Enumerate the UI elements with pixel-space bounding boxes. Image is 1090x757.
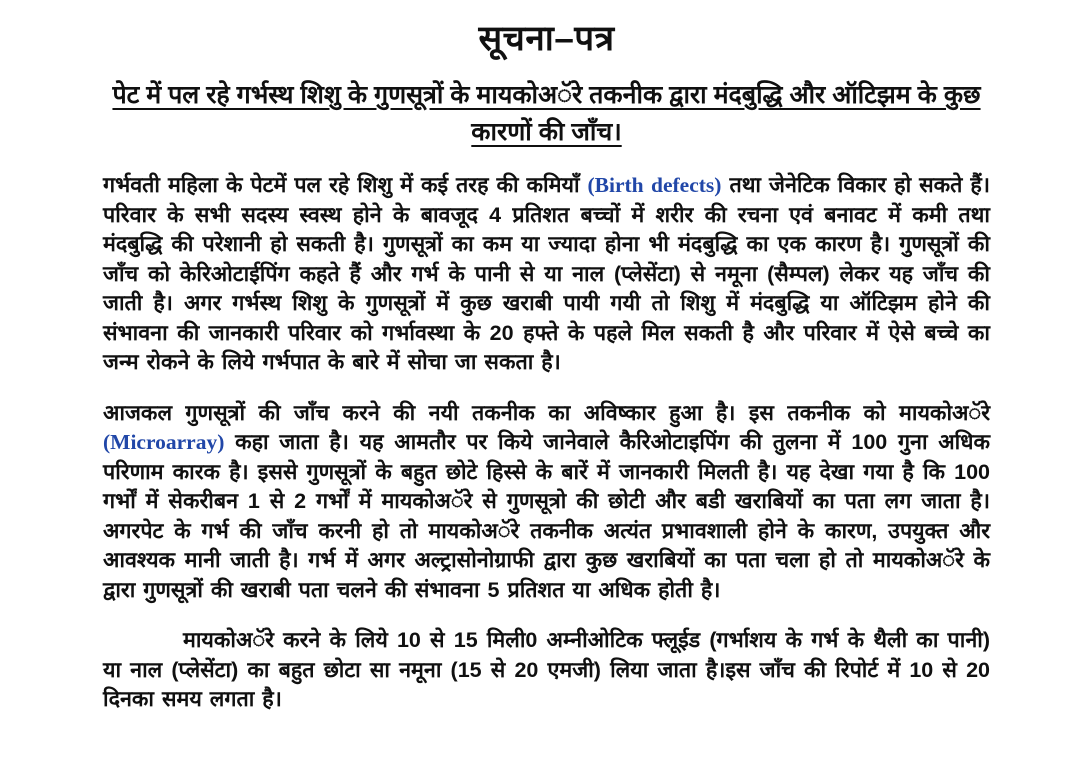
document-subtitle-text: पेट में पल रहे गर्भस्थ शिशु के गुणसूत्रों के मायकोअॅरे तकनीक द्वारा मंदबुद्धि और ऑटिझम के कुछ कारणों की जाँच। — [112, 81, 981, 146]
paragraph-2-text-after: कहा जाता है। यह आमतौर पर किये जानेवाले कैरिओटाइपिंग की तुलना में 100 गुना अधिक परिणाम कारक है। इससे गुणसूत्रों के बहुत छोटे हिस्से के बारें में जानकारी मिलती है। यह देखा गया है कि 100 गर्भों में सेकरीबन 1 से 2 गर्भों में मायकोअॅरे से गुणसूत्रो की छोटी और बडी खराबियों का पता लग जाता है। अगरपेट के गर्भ की जाँच करनी हो तो मायकोअॅरे तकनीक अत्यंत प्रभावशाली होने के कारण, उपयुक्त और आवश्यक मानी जाती है। गर्भ में अगर अल्ट्रासोनोग्राफी द्वारा कुछ खराबियों का पता चला हो तो मायकोअॅरे के द्वारा गुणसूत्रों की खराबी पता चलने की संभावना 5 प्रतिशत या अधिक होती है। — [103, 430, 990, 602]
paragraph-birth-defects — [103, 171, 990, 378]
page-title: सूचना–पत्र — [478, 19, 615, 58]
document-subtitle — [103, 77, 990, 151]
birth-defects-term: (Birth defects) — [587, 173, 722, 197]
paragraph-microarray — [103, 399, 990, 606]
paragraph-procedure: मायकोअॅरे करने के लिये 10 से 15 मिली0 अम्नीओटिक फ्लूईड (गर्भाशय के गर्भ के थैली का पानी) या नाल (प्लेसेंटा) का बहुत छोटा सा नमूना (15 से 20 एमजी) लिया जाता है।इस जाँच की रिपोर्ट में 10 से 20 दिनका समय लगता है। — [103, 628, 990, 711]
paragraph-1-text-before: गर्भवती महिला के पेटमें पल रहे शिशु में कई तरह की कमियाँ — [103, 173, 588, 197]
paragraph-2-text-before: आजकल गुणसूत्रों की जाँच करने की नयी तकनीक का अविष्कार हुआ है। इस तकनीक को मायकोअॅरे — [103, 400, 990, 425]
paragraph-1-text-after: तथा जेनेटिक विकार हो सकते हैं। परिवार के सभी सदस्य स्वस्थ होने के बावजूद 4 प्रतिशत बच्चों में शरीर की रचना एवं बनावट में कमी तथा मंदबुद्धि की परेशानी हो सकती है। गुणसूत्रों का कम या ज्यादा होना भी मंदबुद्धि का एक कारण है। गुणसूत्रों की जाँच को केरिओटाईपिंग कहते हैं और गर्भ के पानी से या नाल (प्लेसेंटा) से नमूना (सैम्पल) लेकर यह जाँच की जाती है। अगर गर्भस्थ शिशु के गुणसूत्रों में कुछ खराबी पायी गयी तो शिशु में मंदबुद्धि या ऑटिझम होने की संभावना की जानकारी परिवार को गर्भावस्था के 20 हफ्ते के पहले मिल सकती है और परिवार में ऐसे बच्चे का जन्म रोकने के लिये गर्भपात के बारे में सोचा जा सकता है। — [103, 173, 990, 374]
microarray-term: (Microarray) — [103, 430, 225, 454]
